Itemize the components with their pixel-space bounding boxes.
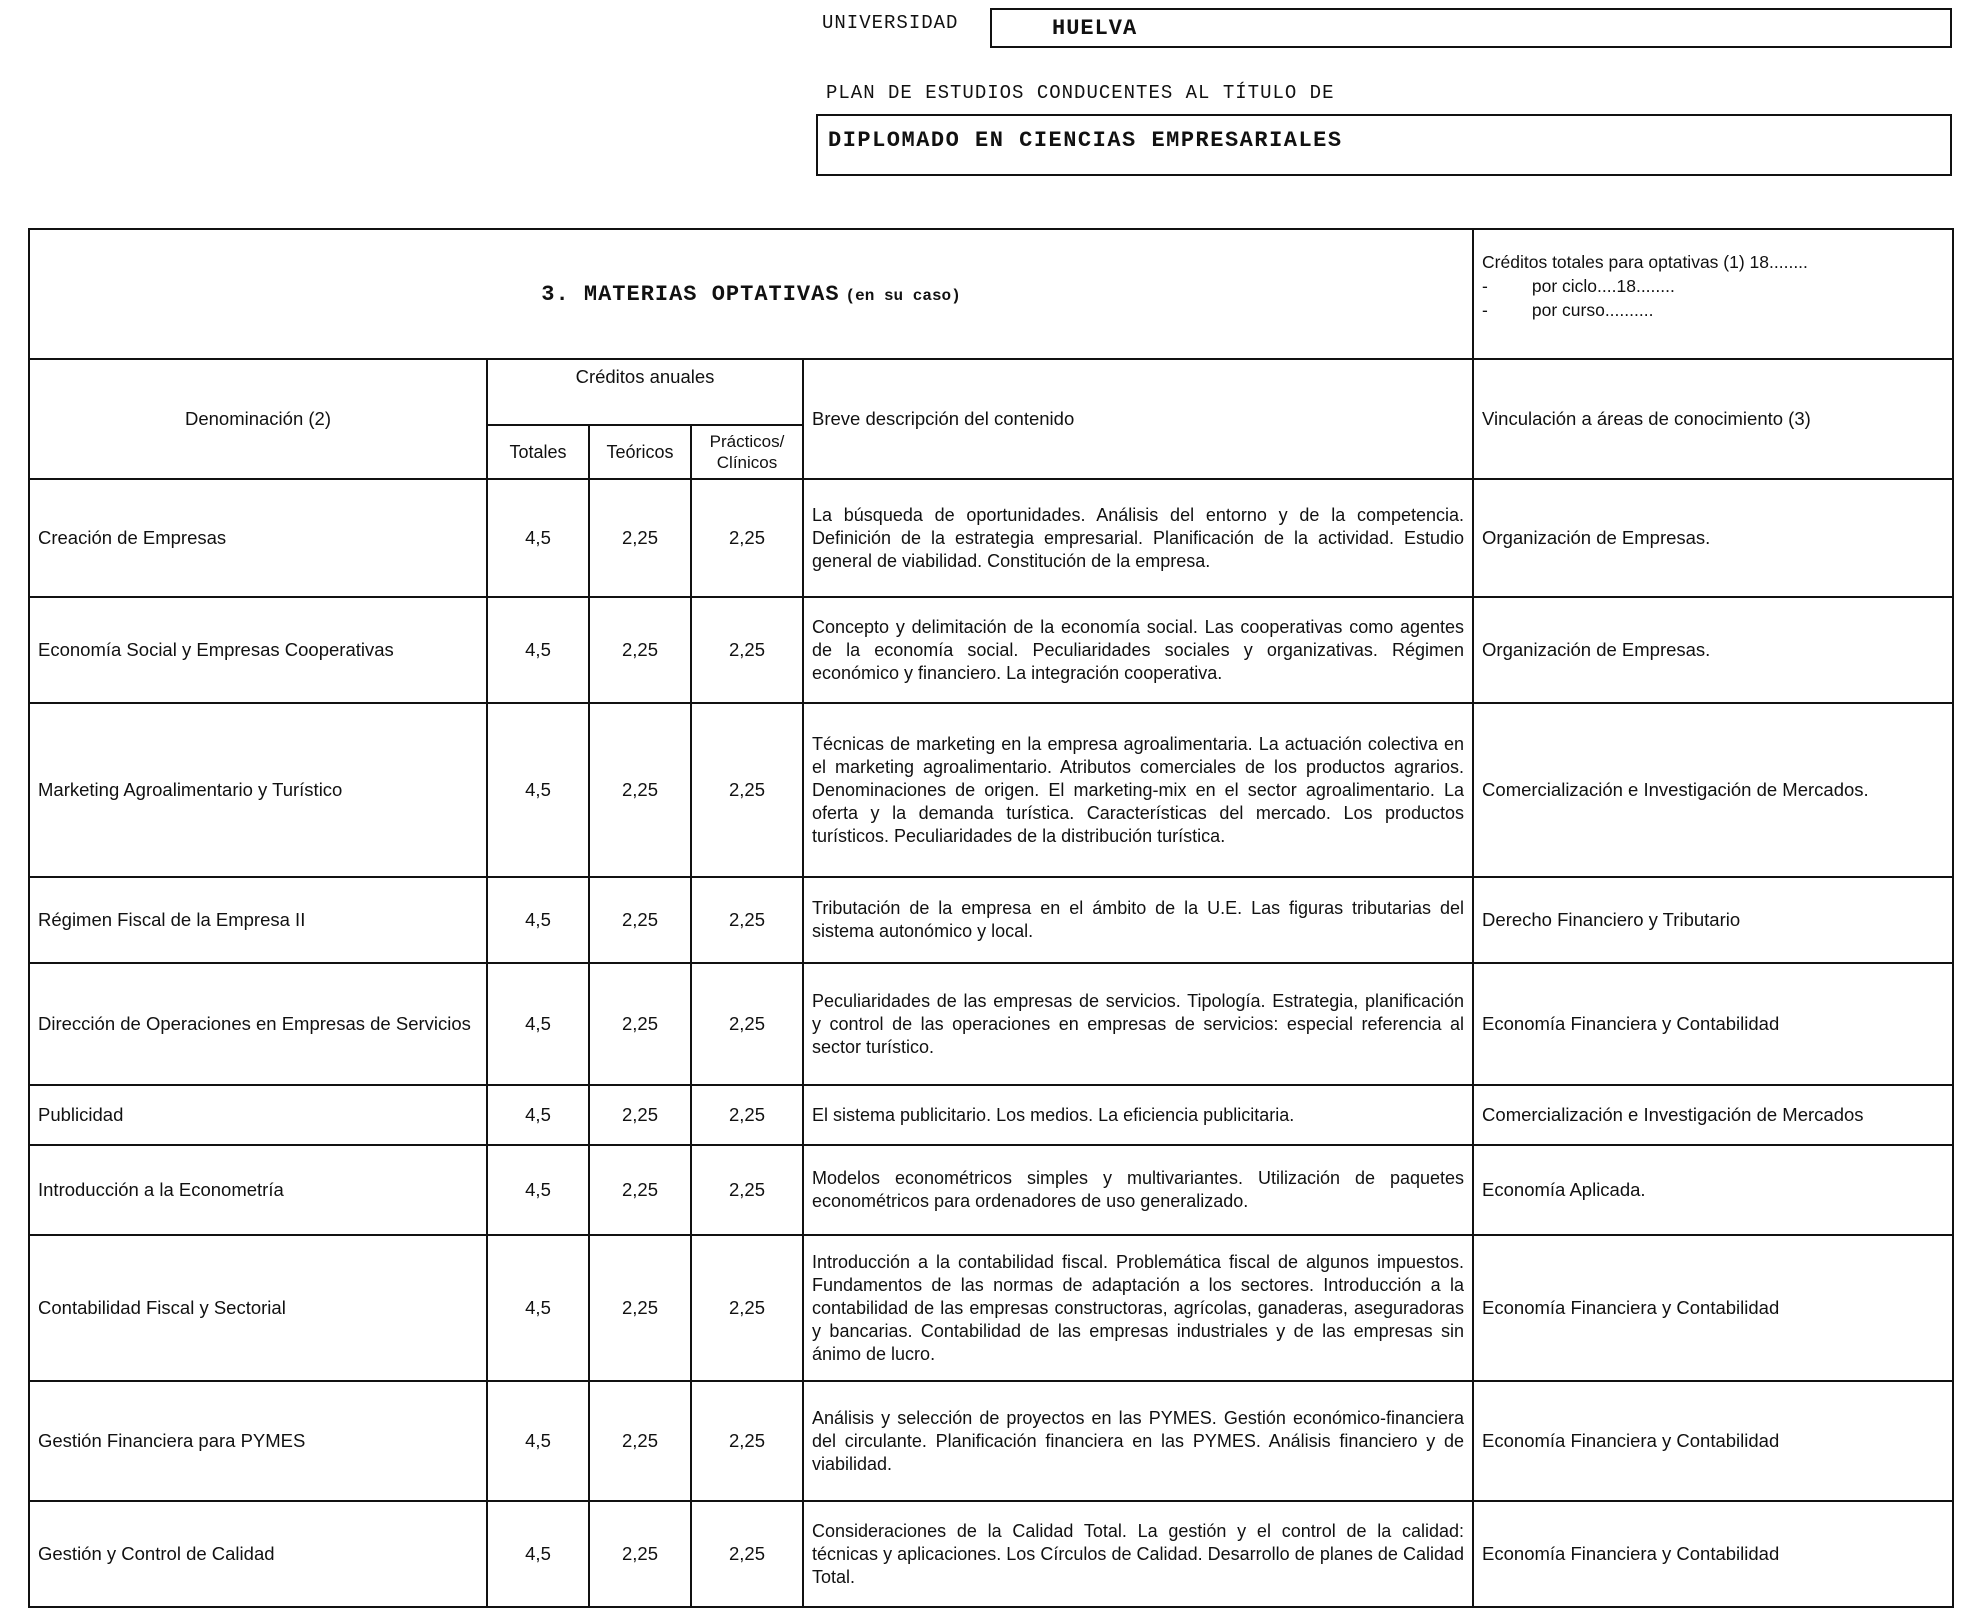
table-row xyxy=(29,1085,1953,1145)
section-title-cell xyxy=(29,229,1473,359)
credits-teoricos: 2,25 xyxy=(589,1085,691,1145)
table-row xyxy=(29,1381,1953,1501)
table-row xyxy=(29,877,1953,963)
degree-title: DIPLOMADO EN CIENCIAS EMPRESARIALES xyxy=(828,128,1343,153)
col-header-practicos: Prácticos/ Clínicos xyxy=(691,425,803,479)
university-field xyxy=(990,8,1952,48)
credits-practicos: 2,25 xyxy=(691,877,803,963)
table-row xyxy=(29,1235,1953,1381)
credits-practicos: 2,25 xyxy=(691,1145,803,1235)
credits-practicos: 2,25 xyxy=(691,1381,803,1501)
subject-name: Marketing Agroalimentario y Turístico xyxy=(29,703,487,877)
subject-description: El sistema publicitario. Los medios. La eficiencia publicitaria. xyxy=(803,1085,1473,1145)
col-header-creditos-anuales: Créditos anuales xyxy=(487,359,803,425)
credits-teoricos: 2,25 xyxy=(589,1381,691,1501)
optional-subjects-table xyxy=(28,228,1954,1608)
credits-totales: 4,5 xyxy=(487,1235,589,1381)
credits-totales: 4,5 xyxy=(487,877,589,963)
subject-name: Régimen Fiscal de la Empresa II xyxy=(29,877,487,963)
subject-description: Introducción a la contabilidad fiscal. Problemática fiscal de algunos impuestos. Fundamentos de las normas de adaptación a los sectores. Introducción a la contabilidad de las empresas constructoras, agrícolas, ganaderas, aseguradoras y bancarias. Contabilidad de las empresas industriales y de las empresas sin ánimo de lucro. xyxy=(803,1235,1473,1381)
university-label: UNIVERSIDAD xyxy=(822,12,959,34)
table-row xyxy=(29,963,1953,1085)
knowledge-area: Economía Financiera y Contabilidad xyxy=(1473,1381,1953,1501)
credits-teoricos: 2,25 xyxy=(589,877,691,963)
subject-name: Dirección de Operaciones en Empresas de Servicios xyxy=(29,963,487,1085)
credits-totales: 4,5 xyxy=(487,1501,589,1607)
credits-practicos: 2,25 xyxy=(691,1085,803,1145)
knowledge-area: Comercialización e Investigación de Mercados xyxy=(1473,1085,1953,1145)
knowledge-area: Economía Financiera y Contabilidad xyxy=(1473,1501,1953,1607)
table-row xyxy=(29,479,1953,597)
col-header-descripcion: Breve descripción del contenido xyxy=(803,359,1473,479)
degree-title-field xyxy=(816,114,1952,176)
credits-practicos: 2,25 xyxy=(691,703,803,877)
column-header-row xyxy=(29,359,1953,425)
subject-name: Economía Social y Empresas Cooperativas xyxy=(29,597,487,703)
credits-teoricos: 2,25 xyxy=(589,1145,691,1235)
credits-per-course-dash: - xyxy=(1482,300,1488,320)
subject-name: Gestión Financiera para PYMES xyxy=(29,1381,487,1501)
subject-description: Técnicas de marketing en la empresa agroalimentaria. La actuación colectiva en el marketing agroalimentario. Atributos comerciales de los productos agrarios. Denominaciones de origen. El marketing-mix en el sector agroalimentario. La oferta y la demanda turística. Características del mercado. Los productos turísticos. Peculiaridades de la distribución turística. xyxy=(803,703,1473,877)
credits-totales: 4,5 xyxy=(487,1145,589,1235)
knowledge-area: Organización de Empresas. xyxy=(1473,597,1953,703)
credits-totales: 4,5 xyxy=(487,597,589,703)
subject-description: Modelos econométricos simples y multivariantes. Utilización de paquetes econométricos para ordenadores de uso generalizado. xyxy=(803,1145,1473,1235)
knowledge-area: Derecho Financiero y Tributario xyxy=(1473,877,1953,963)
credits-totales: 4,5 xyxy=(487,963,589,1085)
credits-teoricos: 2,25 xyxy=(589,1501,691,1607)
col-header-vinculacion: Vinculación a áreas de conocimiento (3) xyxy=(1473,359,1953,479)
section-subtitle: (en su caso) xyxy=(845,286,961,305)
knowledge-area: Organización de Empresas. xyxy=(1473,479,1953,597)
knowledge-area: Comercialización e Investigación de Mercados. xyxy=(1473,703,1953,877)
credits-practicos: 2,25 xyxy=(691,1235,803,1381)
credits-per-cycle-dash: - xyxy=(1482,276,1488,296)
knowledge-area: Economía Financiera y Contabilidad xyxy=(1473,963,1953,1085)
table-row xyxy=(29,597,1953,703)
credits-per-cycle-text: por ciclo....18........ xyxy=(1531,276,1675,296)
subject-name: Publicidad xyxy=(29,1085,487,1145)
subject-name: Contabilidad Fiscal y Sectorial xyxy=(29,1235,487,1381)
credits-totales: 4,5 xyxy=(487,479,589,597)
subject-name: Gestión y Control de Calidad xyxy=(29,1501,487,1607)
credits-practicos: 2,25 xyxy=(691,479,803,597)
plan-label: PLAN DE ESTUDIOS CONDUCENTES AL TÍTULO DE xyxy=(826,82,1335,104)
col-header-denominacion: Denominación (2) xyxy=(29,359,487,479)
credits-teoricos: 2,25 xyxy=(589,963,691,1085)
credits-totales: 4,5 xyxy=(487,1085,589,1145)
credits-teoricos: 2,25 xyxy=(589,479,691,597)
table-row xyxy=(29,1145,1953,1235)
subject-description: La búsqueda de oportunidades. Análisis del entorno y de la competencia. Definición de la estrategia empresarial. Planificación de la actividad. Estudio general de viabilidad. Constitución de la empresa. xyxy=(803,479,1473,597)
subject-name: Creación de Empresas xyxy=(29,479,487,597)
subject-description: Análisis y selección de proyectos en las PYMES. Gestión económico-financiera del circulante. Planificación financiera en las PYMES. Análisis financiero y de viabilidad. xyxy=(803,1381,1473,1501)
knowledge-area: Economía Financiera y Contabilidad xyxy=(1473,1235,1953,1381)
subject-description: Peculiaridades de las empresas de servicios. Tipología. Estrategia, planificación y control de las operaciones en empresas de servicios: especial referencia al sector turístico. xyxy=(803,963,1473,1085)
table-row xyxy=(29,703,1953,877)
credits-per-course-line xyxy=(1482,298,1944,322)
credits-teoricos: 2,25 xyxy=(589,703,691,877)
credits-practicos: 2,25 xyxy=(691,1501,803,1607)
col-header-totales: Totales xyxy=(487,425,589,479)
credits-teoricos: 2,25 xyxy=(589,1235,691,1381)
credits-per-cycle-line xyxy=(1482,274,1944,298)
credits-totales: 4,5 xyxy=(487,703,589,877)
table-row xyxy=(29,1501,1953,1607)
credits-totales: 4,5 xyxy=(487,1381,589,1501)
subject-name: Introducción a la Econometría xyxy=(29,1145,487,1235)
credits-practicos: 2,25 xyxy=(691,963,803,1085)
university-value: HUELVA xyxy=(1052,16,1138,41)
credits-teoricos: 2,25 xyxy=(589,597,691,703)
credits-total-line: Créditos totales para optativas (1) 18........ xyxy=(1482,252,1808,272)
col-header-teoricos: Teóricos xyxy=(589,425,691,479)
section-title: 3. MATERIAS OPTATIVAS xyxy=(541,281,840,307)
credits-per-course-text: por curso.......... xyxy=(1531,300,1654,320)
section-header-row xyxy=(29,229,1953,359)
credits-practicos: 2,25 xyxy=(691,597,803,703)
knowledge-area: Economía Aplicada. xyxy=(1473,1145,1953,1235)
credits-summary xyxy=(1473,229,1953,359)
subject-description: Tributación de la empresa en el ámbito de la U.E. Las figuras tributarias del sistema autonómico y local. xyxy=(803,877,1473,963)
subject-description: Concepto y delimitación de la economía social. Las cooperativas como agentes de la economía social. Peculiaridades sociales y organizativas. Régimen económico y financiero. La integración cooperativa. xyxy=(803,597,1473,703)
subject-description: Consideraciones de la Calidad Total. La gestión y el control de la calidad: técnicas y aplicaciones. Los Círculos de Calidad. Desarrollo de planes de Calidad Total. xyxy=(803,1501,1473,1607)
